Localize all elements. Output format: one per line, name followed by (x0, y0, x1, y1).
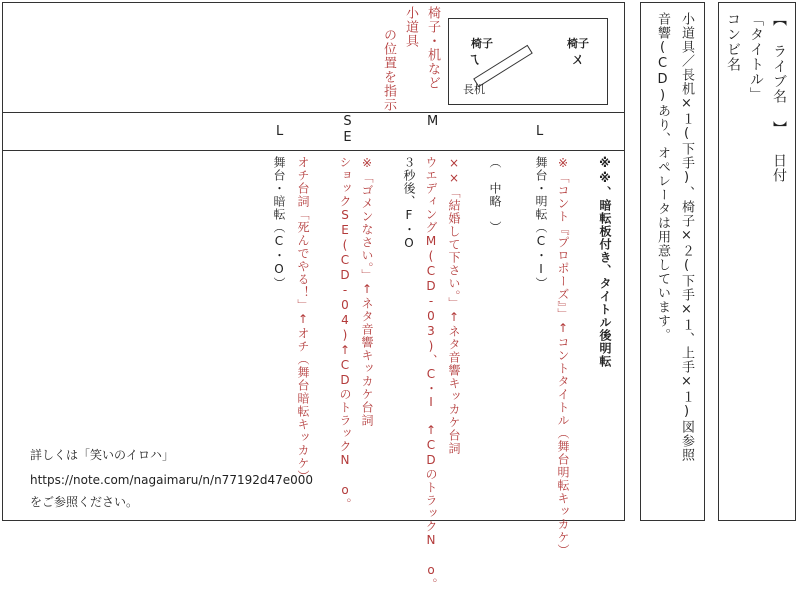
header-divider (2, 112, 625, 113)
script-line-8: ※「ゴメンなさい。」↑ネタ音響キッカケ台詞 (360, 156, 374, 427)
live-name-date: 【 ライブ名 】 日付 (771, 12, 787, 183)
script-line-6: ウエディングM(CD-03)、C・I ↑CDのトラックN o。 (424, 156, 438, 591)
props-note-panel (640, 2, 705, 521)
chair-right-icon: ㄨ (571, 52, 585, 68)
script-line-1: ※※、暗転板付き、タイトル後明転 (598, 156, 612, 368)
col-header-l-right: L (536, 124, 544, 139)
script-line-2: ※「コント『プロポーズ』」↑コントタイトル（舞台明転キッカケ） (556, 156, 570, 557)
script-line-10: オチ台詞「死んでやる！」↑オチ（舞台暗転キッカケ） (296, 156, 310, 483)
diagram-caption-1: 椅子・机など (425, 6, 440, 90)
col-header-m: M (427, 114, 439, 129)
script-line-11: 舞台・暗転（C・O） (272, 156, 286, 290)
col-header-se: SE (340, 114, 355, 146)
chair-right-label: 椅子 (567, 37, 589, 50)
diagram-caption-3: の位置を指示 (381, 28, 396, 112)
diagram-caption-2: 小道具 (403, 6, 418, 48)
chair-left-icon: ㄟ (467, 52, 481, 68)
script-line-9: ショックSE(CD-04)↑CDのトラックN o。 (338, 156, 352, 511)
chair-left-label: 椅子 (471, 37, 493, 50)
long-desk-label: 長机 (463, 83, 485, 96)
col-header-l-left: L (276, 124, 284, 139)
props-list: 小道具／長机×１(下手)、椅子×２(下手×１、上手×１)図参照 (679, 12, 694, 462)
footer-line-3: をご参照ください。 (30, 495, 139, 509)
stage-diagram (448, 18, 608, 105)
sketch-title: 「タイトル」 (748, 12, 764, 102)
combi-name: コンビ名 (725, 12, 741, 72)
script-line-3: 舞台・明転（C・I） (534, 156, 548, 290)
sound-note: 音響(CD)あり、オペレータは用意しています。 (655, 12, 670, 342)
column-divider (2, 150, 625, 151)
script-line-4: （ 中略 ） (488, 156, 502, 234)
footer-link[interactable]: https://note.com/nagaimaru/n/n77192d47e000 (30, 473, 314, 487)
script-line-5: ××「結婚して下さい。」↑ネタ音響キッカケ台詞 (447, 156, 461, 455)
footer-line-1: 詳しくは「笑いのイロハ」 (30, 448, 175, 462)
script-line-7: ３秒後、F・O (402, 156, 416, 251)
